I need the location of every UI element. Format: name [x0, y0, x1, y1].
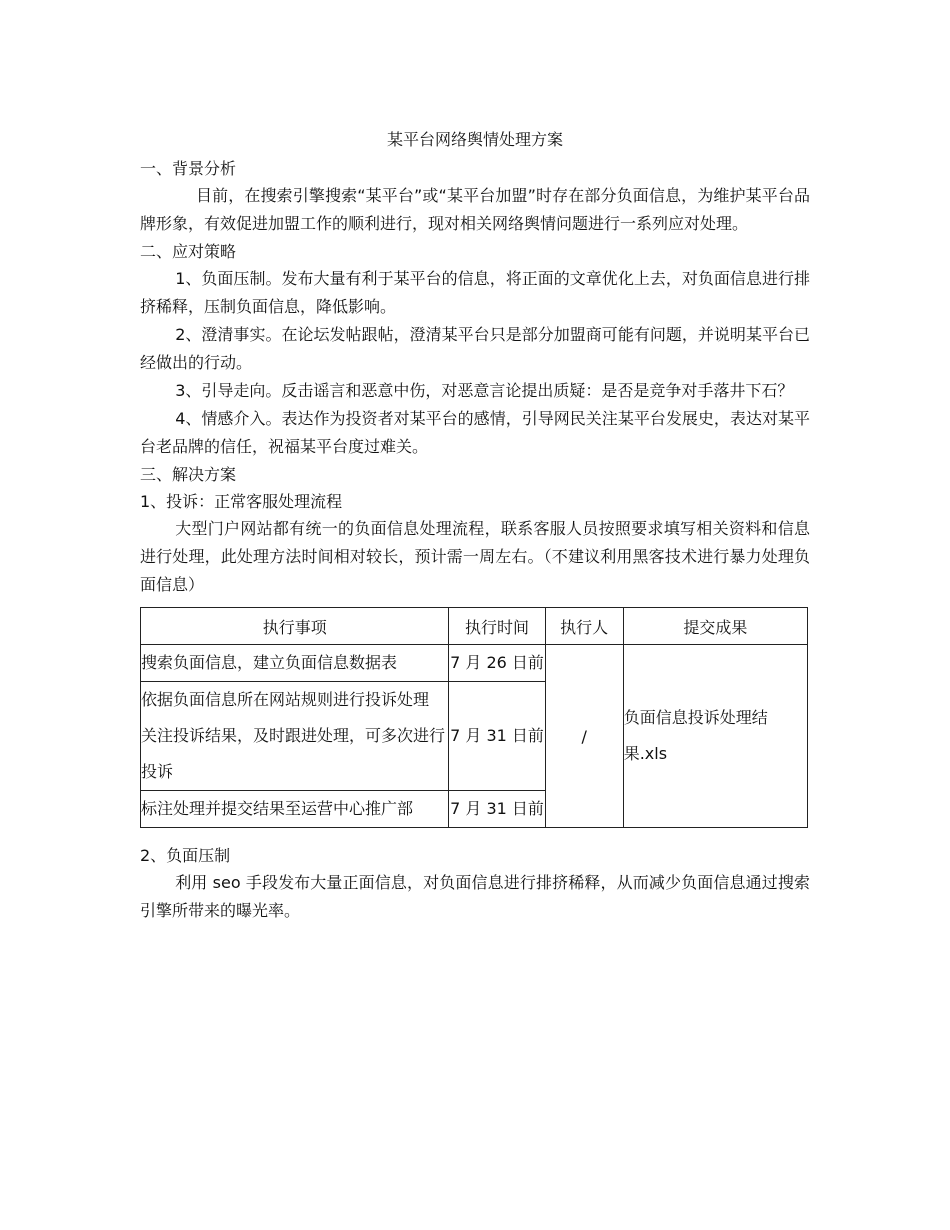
complaint-paragraph: 大型门户网站都有统一的负面信息处理流程，联系客服人员按照要求填写相关资料和信息进行处理，此处理方法时间相对较长，预计需一周左右。（不建议利用黑客技术进行暴力处理负面信息） — [140, 519, 810, 594]
strategy-item-1: 1、负面压制。发布大量有利于某平台的信息，将正面的文章优化上去，对负面信息进行排挤稀释，压制负面信息，降低影响。 — [140, 269, 810, 316]
document-title: 某平台网络舆情处理方案 — [386, 130, 563, 149]
time-cell: 7 月 31 日前 — [449, 682, 545, 791]
execution-table — [140, 607, 808, 828]
task-line: 关注投诉结果，及时跟进处理，可多次进行投诉 — [141, 726, 446, 781]
complaint-subheading: 1、投诉：正常客服处理流程 — [140, 492, 343, 511]
document-body — [140, 127, 810, 925]
strategy-item-3: 3、引导走向。反击谣言和恶意中伤，对恶意言论提出质疑：是否是竞争对手落井下石？ — [175, 381, 794, 400]
task-line: 依据负面信息所在网站规则进行投诉处理 — [141, 690, 430, 709]
strategy-item-4: 4、情感介入。表达作为投资者对某平台的感情，引导网民关注某平台发展史，表达对某平台老品牌的信任，祝福某平台度过难关。 — [140, 409, 810, 456]
table-row — [141, 645, 808, 682]
strategy-heading: 二、应对策略 — [140, 242, 237, 261]
background-paragraph: 目前，在搜索引擎搜索“某平台”或“某平台加盟”时存在部分负面信息，为维护某平台品牌形象，有效促进加盟工作的顺利进行，现对相关网络舆情问题进行一系列应对处理。 — [140, 186, 810, 233]
solution-heading: 三、解决方案 — [140, 465, 237, 484]
strategy-item-2: 2、澄清事实。在论坛发帖跟帖，澄清某平台只是部分加盟商可能有问题，并说明某平台已经做出的行动。 — [140, 325, 810, 372]
table-header-row — [141, 608, 808, 645]
background-heading: 一、背景分析 — [140, 159, 237, 178]
suppression-paragraph: 利用 seo 手段发布大量正面信息，对负面信息进行排挤稀释，从而减少负面信息通过搜索引擎所带来的曝光率。 — [140, 873, 810, 920]
suppression-subheading: 2、负面压制 — [140, 846, 231, 865]
header-result: 提交成果 — [623, 608, 807, 645]
header-task: 执行事项 — [141, 608, 449, 645]
time-cell: 7 月 31 日前 — [449, 791, 545, 828]
task-cell — [141, 682, 449, 791]
header-executor: 执行人 — [545, 608, 623, 645]
task-cell: 标注处理并提交结果至运营中心推广部 — [141, 791, 449, 828]
task-cell: 搜索负面信息，建立负面信息数据表 — [141, 645, 449, 682]
header-time: 执行时间 — [449, 608, 545, 645]
executor-cell: / — [545, 645, 623, 828]
result-cell: 负面信息投诉处理结果.xls — [623, 645, 807, 828]
time-cell: 7 月 26 日前 — [449, 645, 545, 682]
